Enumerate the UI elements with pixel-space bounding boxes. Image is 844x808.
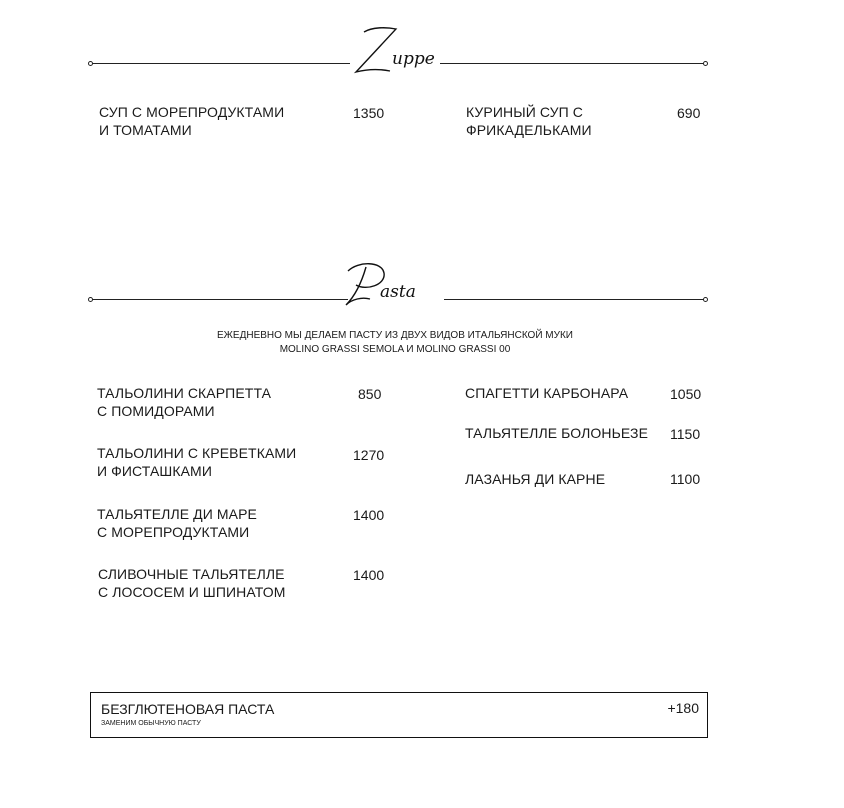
menu-item — [97, 505, 257, 541]
item-name: ТАЛЬЯТЕЛЛЕ БОЛОНЬЕЗЕ — [465, 425, 649, 441]
pasta-title-text: asta — [380, 282, 416, 302]
divider-dot — [88, 61, 93, 66]
item-price: 690 — [677, 105, 701, 121]
item-price: 1050 — [670, 386, 702, 402]
item-price: 1400 — [353, 567, 385, 583]
menu-item — [466, 103, 592, 139]
item-price: 1150 — [670, 426, 701, 442]
gluten-free-box — [90, 692, 708, 738]
menu-item — [98, 565, 286, 601]
item-price: 1350 — [353, 105, 385, 121]
menu-item — [465, 384, 628, 402]
gluten-free-price: +180 — [667, 700, 699, 716]
item-name: СУП С МОРЕПРОДУКТАМИ И ТОМАТАМИ — [99, 104, 285, 138]
menu-item — [97, 384, 271, 420]
zuppe-title — [340, 18, 450, 80]
zuppe-title-text: uppe — [392, 49, 435, 69]
menu-item — [465, 424, 648, 442]
item-name: КУРИНЫЙ СУП С ФРИКАДЕЛЬКАМИ — [466, 104, 592, 138]
menu-item — [97, 444, 296, 480]
divider-dot — [703, 61, 708, 66]
item-price: 1400 — [353, 507, 385, 523]
item-price: 1100 — [670, 471, 701, 487]
item-name: СПАГЕТТИ КАРБОНАРА — [465, 385, 629, 401]
menu-item — [465, 470, 605, 488]
menu-item — [99, 103, 284, 139]
item-name: ТАЛЬЯТЕЛЛЕ ДИ МАРЕ С МОРЕПРОДУКТАМИ — [97, 506, 257, 540]
divider-dot — [703, 297, 708, 302]
item-price: 1270 — [353, 447, 385, 463]
item-name: ТАЛЬОЛИНИ С КРЕВЕТКАМИ И ФИСТАШКАМИ — [97, 445, 297, 479]
gluten-free-name: БЕЗГЛЮТЕНОВАЯ ПАСТА — [101, 701, 275, 717]
divider-dot — [88, 297, 93, 302]
item-price: 850 — [358, 386, 382, 402]
item-name: ТАЛЬОЛИНИ СКАРПЕТТА С ПОМИДОРАМИ — [97, 385, 272, 419]
item-name: СЛИВОЧНЫЕ ТАЛЬЯТЕЛЛЕ С ЛОСОСЕМ И ШПИНАТОМ — [98, 566, 286, 600]
pasta-note-line1: ЕЖЕДНЕВНО МЫ ДЕЛАЕМ ПАСТУ ИЗ ДВУХ ВИДОВ ИТАЛЬЯНСКОЙ МУКИ — [217, 330, 573, 341]
pasta-title — [336, 255, 454, 315]
pasta-note-line2: MOLINO GRASSI SEMOLA И MOLINO GRASSI 00 — [279, 344, 511, 355]
item-name: ЛАЗАНЬЯ ДИ КАРНЕ — [465, 471, 606, 487]
gluten-free-subtitle: ЗАМЕНИМ ОБЫЧНУЮ ПАСТУ — [101, 720, 201, 727]
